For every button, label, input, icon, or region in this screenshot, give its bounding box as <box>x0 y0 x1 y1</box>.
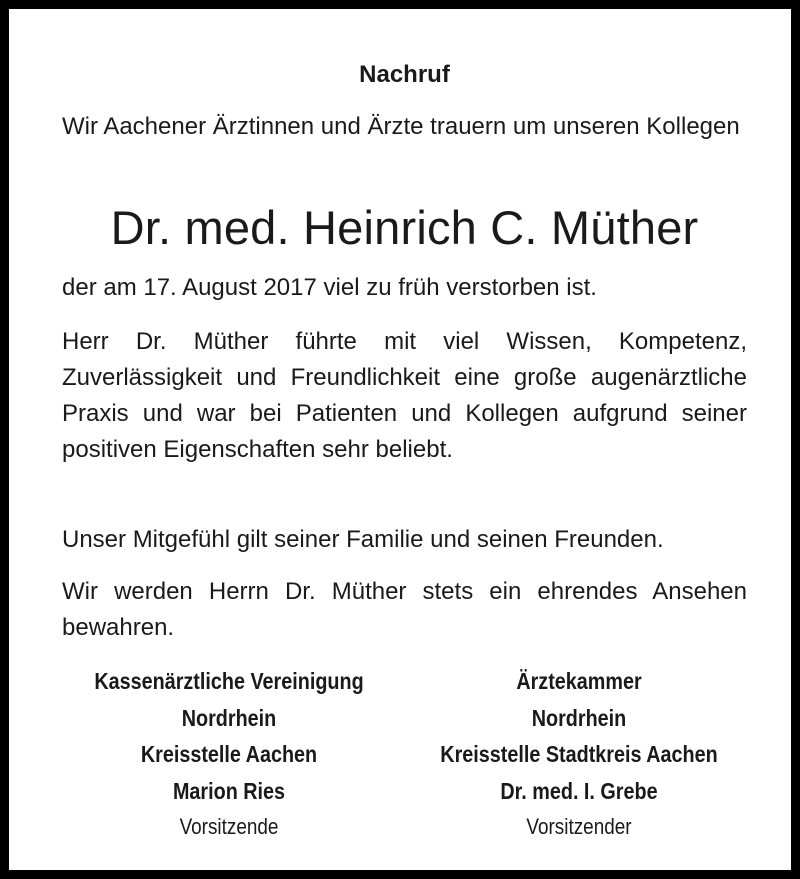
sympathy-paragraph: Unser Mitgefühl gilt seiner Familie und seinen Freunden. <box>62 526 664 553</box>
signature-left <box>62 663 396 845</box>
right-organization: Ärztekammer <box>516 668 642 694</box>
left-region: Nordrhein <box>181 704 277 731</box>
right-role: Vorsitzender <box>526 814 632 839</box>
notice-heading: Nachruf <box>359 61 450 88</box>
signature-right <box>396 663 762 845</box>
honor-paragraph: Wir werden Herrn Dr. Müther stets ein ehrendes Ansehen bewahren. <box>62 578 747 641</box>
left-role: Vorsitzende <box>179 814 279 839</box>
intro-paragraph: Wir Aachener Ärztinnen und Ärzte trauern um unseren Kollegen <box>62 113 740 140</box>
deceased-name: Dr. med. Heinrich C. Müther <box>110 201 699 254</box>
tribute-paragraph: Herr Dr. Müther führte mit viel Wissen, Kompetenz, Zuverlässigkeit und Freundlichkeit eine große augenärztliche Praxis und war bei Patienten und Kollegen aufgrund seiner positiven Eigenschaften sehr beliebt. <box>62 328 747 463</box>
death-date-paragraph: der am 17. August 2017 viel zu früh verstorben ist. <box>62 274 597 301</box>
right-person: Dr. med. I. Grebe <box>500 777 658 804</box>
right-office: Kreisstelle Stadtkreis Aachen <box>440 741 718 767</box>
left-office: Kreisstelle Aachen <box>140 741 318 767</box>
signature-block <box>62 663 762 843</box>
right-region: Nordrhein <box>531 704 627 731</box>
left-organization: Kassenärztliche Vereinigung <box>94 668 364 694</box>
left-person: Marion Ries <box>172 777 286 804</box>
